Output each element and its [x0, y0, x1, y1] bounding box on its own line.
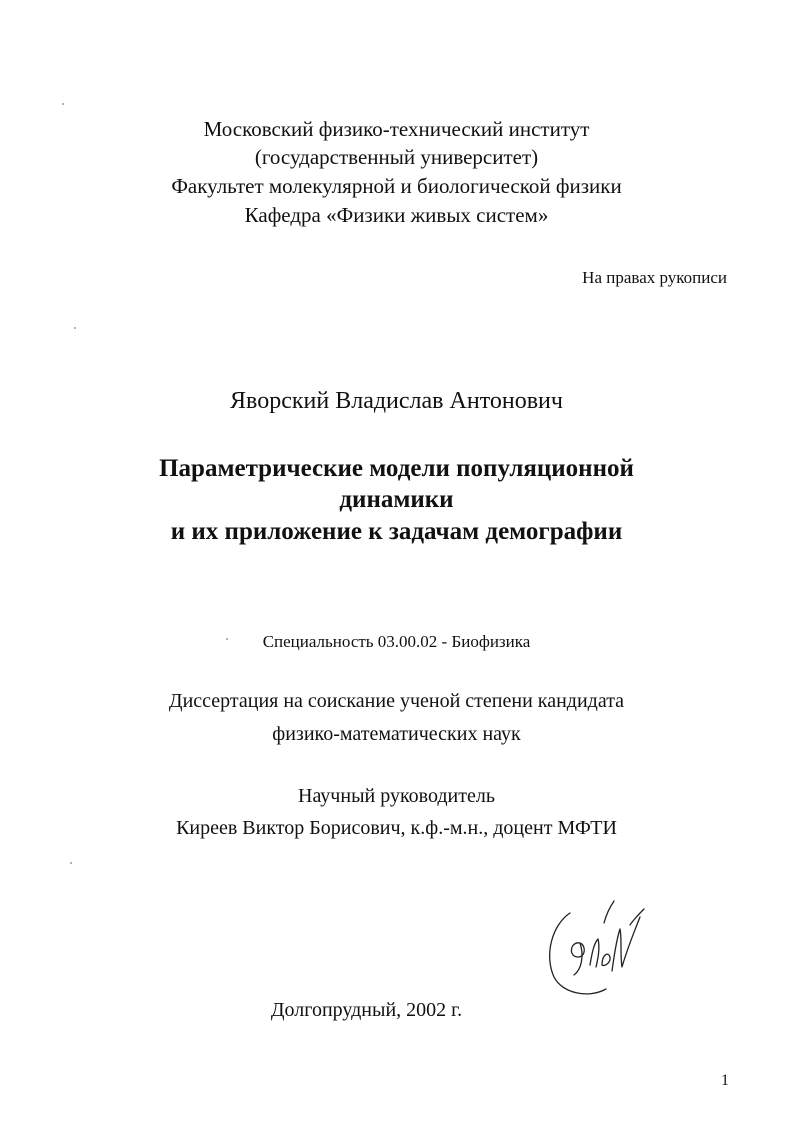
handwritten-signature [540, 895, 650, 1000]
supervisor-label: Научный руководитель [298, 785, 495, 807]
scan-speck [74, 327, 76, 329]
manuscript-note: На правах рукописи [582, 268, 727, 287]
institution-line-2: (государственный университет) [254, 145, 539, 169]
scan-speck [226, 638, 228, 640]
page-number: 1 [721, 1072, 729, 1089]
thesis-title-line-2: динамики [339, 486, 454, 513]
scan-speck [70, 862, 72, 864]
author-name: Яворский Владислав Антонович [230, 388, 563, 414]
degree-line-1: Диссертация на соискание ученой степени кандидата [168, 690, 625, 712]
thesis-title-line-3: и их приложение к задачам демографии [170, 518, 623, 545]
supervisor-name: Киреев Виктор Борисович, к.ф.-м.н., доцент МФТИ [176, 817, 617, 839]
speciality: Специальность 03.00.02 - Биофизика [262, 632, 531, 651]
faculty-line: Факультет молекулярной и биологической физики [171, 174, 622, 198]
department-line: Кафедра «Физики живых систем» [244, 203, 549, 227]
degree-line-2: физико-математических наук [272, 723, 521, 745]
scan-speck [62, 103, 64, 105]
place-year: Долгопрудный, 2002 г. [270, 999, 463, 1021]
thesis-title-line-1: Параметрические модели популяционной [159, 455, 634, 482]
institution-line-1: Московский физико-технический институт [203, 117, 590, 141]
